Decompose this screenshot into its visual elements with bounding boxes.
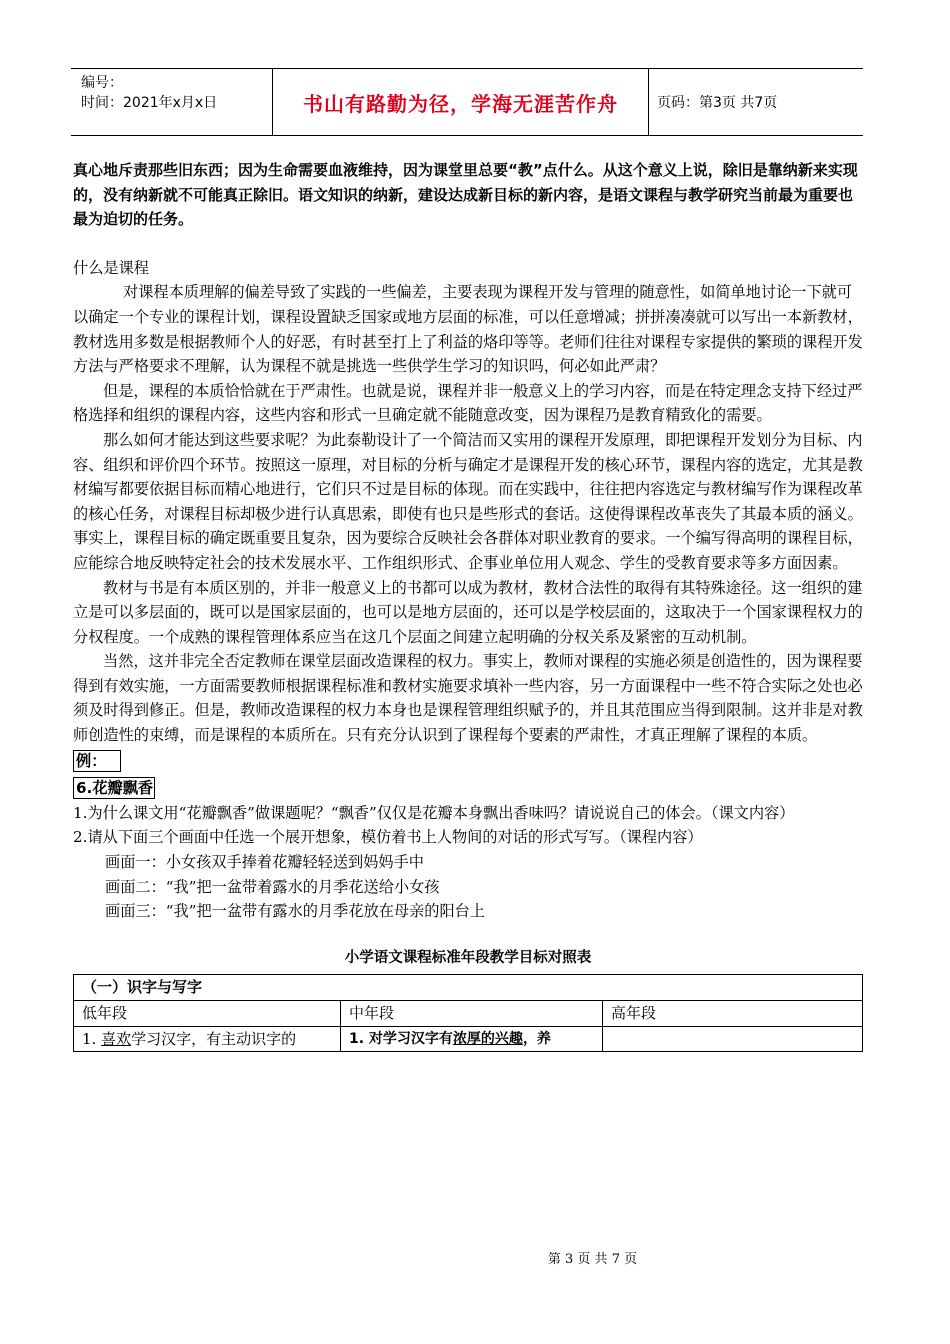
scene-3: 画面三：“我”把一盆带有露水的月季花放在母亲的阳台上	[105, 902, 486, 921]
cell-mid	[341, 1026, 603, 1052]
cell-low	[74, 1026, 341, 1052]
cell-mid-prefix: 1. 对学习汉字有	[349, 1030, 453, 1047]
header-meta	[71, 69, 273, 135]
col-header-mid: 中年段	[341, 1001, 603, 1027]
section-heading: 什么是课程	[73, 258, 149, 277]
col-header-high: 高年段	[603, 1001, 863, 1027]
table-row	[74, 975, 863, 1001]
table-section-cell: （一）识字与写字	[74, 975, 863, 1001]
scene-2: 画面二：“我”把一盆带着露水的月季花送给小女孩	[105, 877, 440, 896]
footer-page-number: 第 3 页 共 7 页	[547, 1252, 638, 1267]
number-label: 编号：	[81, 75, 123, 91]
col-header-low: 低年段	[74, 1001, 341, 1027]
paragraph-3: 那么如何才能达到这些要求呢？为此泰勒设计了一个简洁而又实用的课程开发原理，即把课程开发划分为目标、内容、组织和评价四个环节。按照这一原理，对目标的分析与确定才是课程开发的核心环节，课程内容的选定，尤其是教材编写都要依据目标而精心地进行，它们只不过是目标的体现。而在实践中，往往把内容选定与教材编写作为课程改革的核心任务，对课程目标却极少进行认真思索，即使有也只是些形式的套话。这使得课程改革丧失了其最本质的涵义。事实上，课程目标的确定既重要且复杂，因为要综合反映社会各群体对职业教育的要求。一个编写得高明的课程目标，应能综合地反映特定社会的技术发展水平、工作组织形式、企事业单位用人观念、学生的受教育要求等多方面因素。	[73, 430, 863, 572]
date-label: 时间：2021年x月x日	[81, 95, 218, 111]
page-footer	[0, 1248, 950, 1267]
scene-1: 画面一：小女孩双手捧着花瓣轻轻送到妈妈手中	[105, 853, 424, 872]
cell-mid-underlined: 浓厚的兴趣	[452, 1030, 523, 1047]
table-title: 小学语文课程标准年段教学目标对照表	[344, 949, 592, 966]
example-label: 例：	[73, 750, 121, 772]
page-header	[71, 68, 863, 136]
intro-bold-paragraph: 真心地斥责那些旧东西；因为生命需要血液维持，因为课堂里总要“教”点什么。从这个意义上说，除旧是靠纳新来实现的，没有纳新就不可能真正除旧。语文知识的纳新，建设达成新目标的新内容，是语文课程与教学研究当前最为重要也最为迫切的任务。	[73, 161, 858, 229]
cell-low-prefix: 1.	[82, 1029, 102, 1048]
cell-low-rest: 学习汉字，有主动识字的	[131, 1029, 297, 1048]
paragraph-4: 教材与书是有本质区别的，并非一般意义上的书都可以成为教材，教材合法性的取得有其特殊途径。这一组织的建立是可以多层面的，既可以是国家层面的，也可以是地方层面的，还可以是学校层面的，这取决于一个国家课程权力的分权程度。一个成熟的课程管理体系应当在这几个层面之间建立起明确的分权关系及紧密的互动机制。	[73, 578, 863, 646]
page-label: 页码：第3页 共7页	[657, 95, 778, 111]
lesson-title: 6.花瓣飘香	[73, 777, 155, 799]
paragraph-2: 但是，课程的本质恰恰就在于严肃性。也就是说，课程并非一般意义上的学习内容，而是在特定理念支持下经过严格选择和组织的课程内容，这些内容和形式一旦确定就不能随意改变，因为课程乃是教育精致化的需要。	[73, 381, 863, 425]
motto: 书山有路勤为径，学海无涯苦作舟	[273, 69, 649, 135]
cell-high	[603, 1026, 863, 1052]
paragraph-1: 对课程本质理解的偏差导致了实践的一些偏差，主要表现为课程开发与管理的随意性，如简单地讨论一下就可以确定一个专业的课程计划，课程设置缺乏国家或地方层面的标准，可以任意增减；拼拼凑凑就可以写出一本新教材，教材选用多数是根据教师个人的好恶，有时甚至打上了利益的烙印等等。老师们往往对课程专家提供的繁琐的课程开发方法与严格要求不理解，认为课程不就是挑选一些供学生学习的知识吗，何必如此严肃？	[73, 283, 863, 376]
table-header-row	[74, 1001, 863, 1027]
document-body	[73, 158, 863, 1052]
question-1: 1.为什么课文用“花瓣飘香”做课题呢？“飘香”仅仅是花瓣本身飘出香味吗？请说说自己的体会。（课文内容）	[73, 803, 795, 822]
paragraph-5: 当然，这并非完全否定教师在课堂层面改造课程的权力。事实上，教师对课程的实施必须是创造性的，因为课程要得到有效实施，一方面需要教师根据课程标准和教材实施要求填补一些内容，另一方面课程中一些不符合实际之处也必须及时得到修正。但是，教师改造课程的权力本身也是课程管理组织赋予的，并且其范围应当得到限制。这并非是对教师创造性的束缚，而是课程的本质所在。只有充分认识到了课程每个要素的严肃性，才真正理解了课程的本质。	[73, 652, 863, 745]
standards-table	[73, 974, 863, 1052]
table-row	[74, 1026, 863, 1052]
question-2: 2.请从下面三个画面中任选一个展开想象，模仿着书上人物间的对话的形式写写。（课程内容）	[73, 828, 703, 847]
cell-low-underlined: 喜欢	[101, 1029, 132, 1048]
cell-mid-rest: ，养	[522, 1030, 551, 1047]
